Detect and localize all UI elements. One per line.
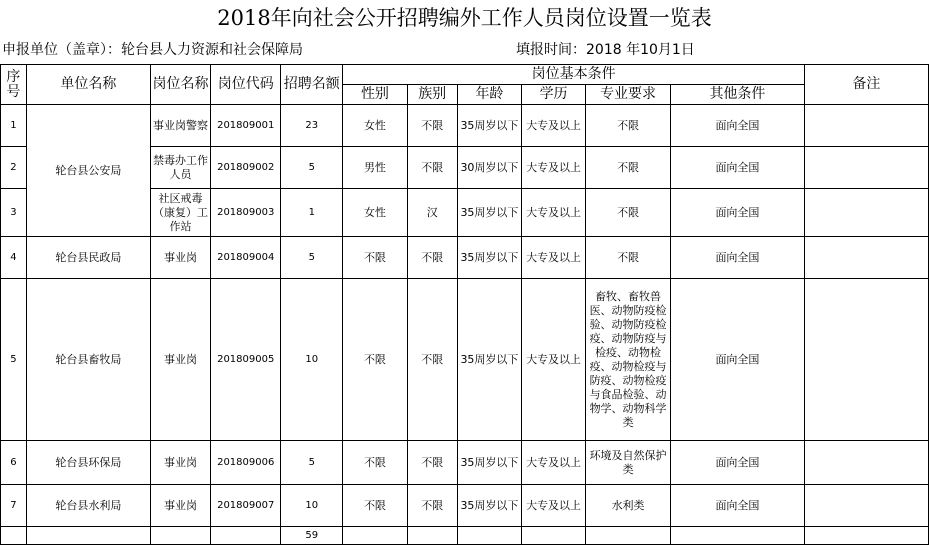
cell-age: 35周岁以下 [457, 485, 521, 527]
empty-cell [804, 527, 928, 545]
cell-age: 35周岁以下 [457, 237, 521, 279]
header-ethnicity: 族别 [407, 85, 457, 105]
cell-code: 201809006 [211, 441, 281, 485]
cell-unit: 轮台县民政局 [26, 237, 150, 279]
cell-position: 事业岗 [150, 279, 210, 441]
header-unit: 单位名称 [26, 65, 150, 105]
header-quota: 招聘名额 [281, 65, 343, 105]
cell-seq: 4 [1, 237, 27, 279]
empty-cell [586, 527, 671, 545]
cell-ethnicity: 不限 [407, 441, 457, 485]
cell-remarks [804, 105, 928, 147]
header-age: 年龄 [457, 85, 521, 105]
table-row [1, 237, 929, 279]
table-row [1, 279, 929, 441]
header-seq: 序号 [1, 65, 27, 105]
cell-other: 面向全国 [671, 105, 805, 147]
cell-other: 面向全国 [671, 147, 805, 189]
cell-ethnicity: 不限 [407, 105, 457, 147]
applicant-unit: 申报单位（盖章）：轮台县人力资源和社会保障局 [2, 42, 303, 58]
page-title: 2018年向社会公开招聘编外工作人员岗位设置一览表 [217, 6, 712, 30]
cell-education: 大专及以上 [522, 279, 586, 441]
position-table [0, 64, 929, 545]
cell-code: 201809007 [211, 485, 281, 527]
cell-position: 禁毒办工作人员 [150, 147, 210, 189]
cell-gender: 不限 [343, 237, 407, 279]
cell-remarks [804, 189, 928, 237]
total-row [1, 527, 929, 545]
cell-quota: 5 [281, 441, 343, 485]
cell-position: 事业岗 [150, 485, 210, 527]
cell-position: 事业岗 [150, 237, 210, 279]
cell-remarks [804, 485, 928, 527]
cell-seq: 1 [1, 105, 27, 147]
cell-ethnicity: 不限 [407, 485, 457, 527]
cell-age: 35周岁以下 [457, 189, 521, 237]
cell-education: 大专及以上 [522, 147, 586, 189]
empty-cell [150, 527, 210, 545]
cell-ethnicity: 不限 [407, 147, 457, 189]
table-row [1, 485, 929, 527]
cell-age: 35周岁以下 [457, 105, 521, 147]
cell-major: 不限 [586, 189, 671, 237]
empty-cell [407, 527, 457, 545]
empty-cell [457, 527, 521, 545]
table-row [1, 441, 929, 485]
cell-age: 35周岁以下 [457, 279, 521, 441]
cell-position: 事业岗 [150, 441, 210, 485]
empty-cell [343, 527, 407, 545]
empty-cell [26, 527, 150, 545]
header-gender: 性别 [343, 85, 407, 105]
cell-age: 30周岁以下 [457, 147, 521, 189]
cell-education: 大专及以上 [522, 105, 586, 147]
empty-cell [1, 527, 27, 545]
cell-age: 35周岁以下 [457, 441, 521, 485]
header-other: 其他条件 [671, 85, 805, 105]
cell-quota: 23 [281, 105, 343, 147]
cell-seq: 7 [1, 485, 27, 527]
cell-major: 不限 [586, 147, 671, 189]
cell-gender: 不限 [343, 441, 407, 485]
total-quota: 59 [281, 527, 343, 545]
fill-date: 填报时间：2018 年10月1日 [516, 42, 695, 58]
cell-remarks [804, 147, 928, 189]
cell-education: 大专及以上 [522, 189, 586, 237]
cell-code: 201809005 [211, 279, 281, 441]
empty-cell [211, 527, 281, 545]
cell-education: 大专及以上 [522, 441, 586, 485]
cell-major: 水利类 [586, 485, 671, 527]
cell-ethnicity: 不限 [407, 279, 457, 441]
cell-position: 事业岗警察 [150, 105, 210, 147]
cell-ethnicity: 不限 [407, 237, 457, 279]
cell-remarks [804, 237, 928, 279]
cell-major: 不限 [586, 237, 671, 279]
header-remarks: 备注 [804, 65, 928, 105]
cell-education: 大专及以上 [522, 237, 586, 279]
cell-quota: 10 [281, 485, 343, 527]
cell-other: 面向全国 [671, 279, 805, 441]
cell-gender: 不限 [343, 279, 407, 441]
cell-code: 201809001 [211, 105, 281, 147]
cell-seq: 5 [1, 279, 27, 441]
cell-gender: 女性 [343, 189, 407, 237]
cell-other: 面向全国 [671, 441, 805, 485]
cell-code: 201809004 [211, 237, 281, 279]
cell-unit: 轮台县公安局 [26, 105, 150, 237]
cell-unit: 轮台县环保局 [26, 441, 150, 485]
empty-cell [522, 527, 586, 545]
cell-code: 201809002 [211, 147, 281, 189]
cell-quota: 1 [281, 189, 343, 237]
cell-ethnicity: 汉 [407, 189, 457, 237]
cell-other: 面向全国 [671, 485, 805, 527]
cell-seq: 6 [1, 441, 27, 485]
cell-code: 201809003 [211, 189, 281, 237]
header-position: 岗位名称 [150, 65, 210, 105]
empty-cell [671, 527, 805, 545]
cell-gender: 不限 [343, 485, 407, 527]
cell-major: 环境及自然保护类 [586, 441, 671, 485]
header-basic-conditions: 岗位基本条件 [343, 65, 804, 85]
cell-major: 畜牧、畜牧兽医、动物防疫检验、动物防疫检疫、动物防疫与检疫、动物检疫、动物检疫与防疫、动物检疫与食品检验、动物学、动物科学类 [586, 279, 671, 441]
header-education: 学历 [522, 85, 586, 105]
cell-major: 不限 [586, 105, 671, 147]
cell-gender: 女性 [343, 105, 407, 147]
cell-position: 社区戒毒（康复）工作站 [150, 189, 210, 237]
cell-gender: 男性 [343, 147, 407, 189]
cell-unit: 轮台县畜牧局 [26, 279, 150, 441]
cell-other: 面向全国 [671, 237, 805, 279]
cell-other: 面向全国 [671, 189, 805, 237]
cell-education: 大专及以上 [522, 485, 586, 527]
cell-remarks [804, 441, 928, 485]
cell-unit: 轮台县水利局 [26, 485, 150, 527]
header-code: 岗位代码 [211, 65, 281, 105]
cell-quota: 10 [281, 279, 343, 441]
cell-quota: 5 [281, 237, 343, 279]
cell-quota: 5 [281, 147, 343, 189]
cell-seq: 3 [1, 189, 27, 237]
cell-remarks [804, 279, 928, 441]
cell-seq: 2 [1, 147, 27, 189]
header-major: 专业要求 [586, 85, 671, 105]
table-row [1, 105, 929, 147]
